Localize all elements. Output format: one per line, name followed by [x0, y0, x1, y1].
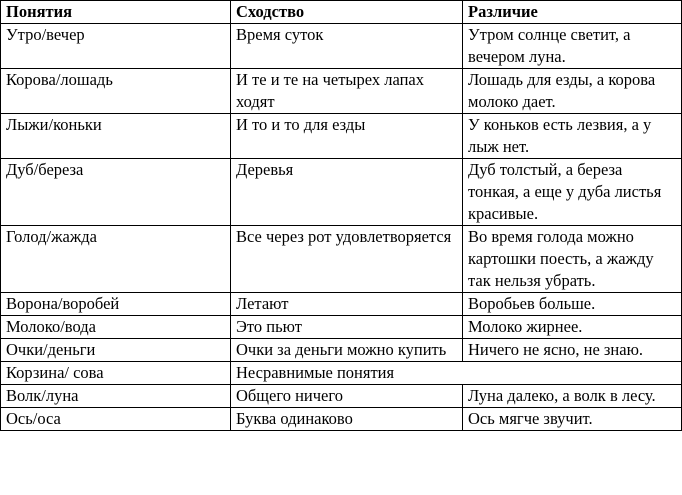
cell-difference: Ничего не ясно, не знаю. — [463, 339, 682, 362]
header-similarity: Сходство — [231, 1, 463, 24]
cell-similarity: Очки за деньги можно купить — [231, 339, 463, 362]
cell-merged-note: Несравнимые понятия — [231, 362, 682, 385]
cell-concepts: Утро/вечер — [1, 24, 231, 69]
table-row — [1, 226, 682, 293]
cell-similarity: И те и те на четырех лапах ходят — [231, 69, 463, 114]
cell-similarity: Летают — [231, 293, 463, 316]
table-header-row — [1, 1, 682, 24]
cell-concepts: Голод/жажда — [1, 226, 231, 293]
cell-similarity: Все через рот удовлетворяется — [231, 226, 463, 293]
table-row — [1, 408, 682, 431]
cell-similarity: Общего ничего — [231, 385, 463, 408]
table-row — [1, 339, 682, 362]
table-row — [1, 385, 682, 408]
cell-difference: Ось мягче звучит. — [463, 408, 682, 431]
cell-concepts: Корзина/ сова — [1, 362, 231, 385]
cell-concepts: Очки/деньги — [1, 339, 231, 362]
cell-similarity: И то и то для езды — [231, 114, 463, 159]
table-row — [1, 316, 682, 339]
table-row — [1, 362, 682, 385]
header-concepts: Понятия — [1, 1, 231, 24]
table-row — [1, 293, 682, 316]
cell-concepts: Ворона/воробей — [1, 293, 231, 316]
cell-similarity: Буква одинаково — [231, 408, 463, 431]
cell-difference: Луна далеко, а волк в лесу. — [463, 385, 682, 408]
cell-concepts: Молоко/вода — [1, 316, 231, 339]
cell-difference: Воробьев больше. — [463, 293, 682, 316]
table-row — [1, 24, 682, 69]
header-difference: Различие — [463, 1, 682, 24]
cell-concepts: Дуб/береза — [1, 159, 231, 226]
cell-similarity: Деревья — [231, 159, 463, 226]
cell-similarity: Это пьют — [231, 316, 463, 339]
cell-difference: У коньков есть лезвия, а у лыж нет. — [463, 114, 682, 159]
cell-similarity: Время суток — [231, 24, 463, 69]
table-row — [1, 69, 682, 114]
cell-concepts: Корова/лошадь — [1, 69, 231, 114]
cell-concepts: Волк/луна — [1, 385, 231, 408]
cell-difference: Во время голода можно картошки поесть, а жажду так нельзя убрать. — [463, 226, 682, 293]
cell-difference: Утром солнце светит, а вечером луна. — [463, 24, 682, 69]
cell-difference: Дуб толстый, а береза тонкая, а еще у дуба листья красивые. — [463, 159, 682, 226]
table-row — [1, 159, 682, 226]
cell-difference: Лошадь для езды, а корова молоко дает. — [463, 69, 682, 114]
cell-concepts: Ось/оса — [1, 408, 231, 431]
cell-difference: Молоко жирнее. — [463, 316, 682, 339]
table-row — [1, 114, 682, 159]
cell-concepts: Лыжи/коньки — [1, 114, 231, 159]
